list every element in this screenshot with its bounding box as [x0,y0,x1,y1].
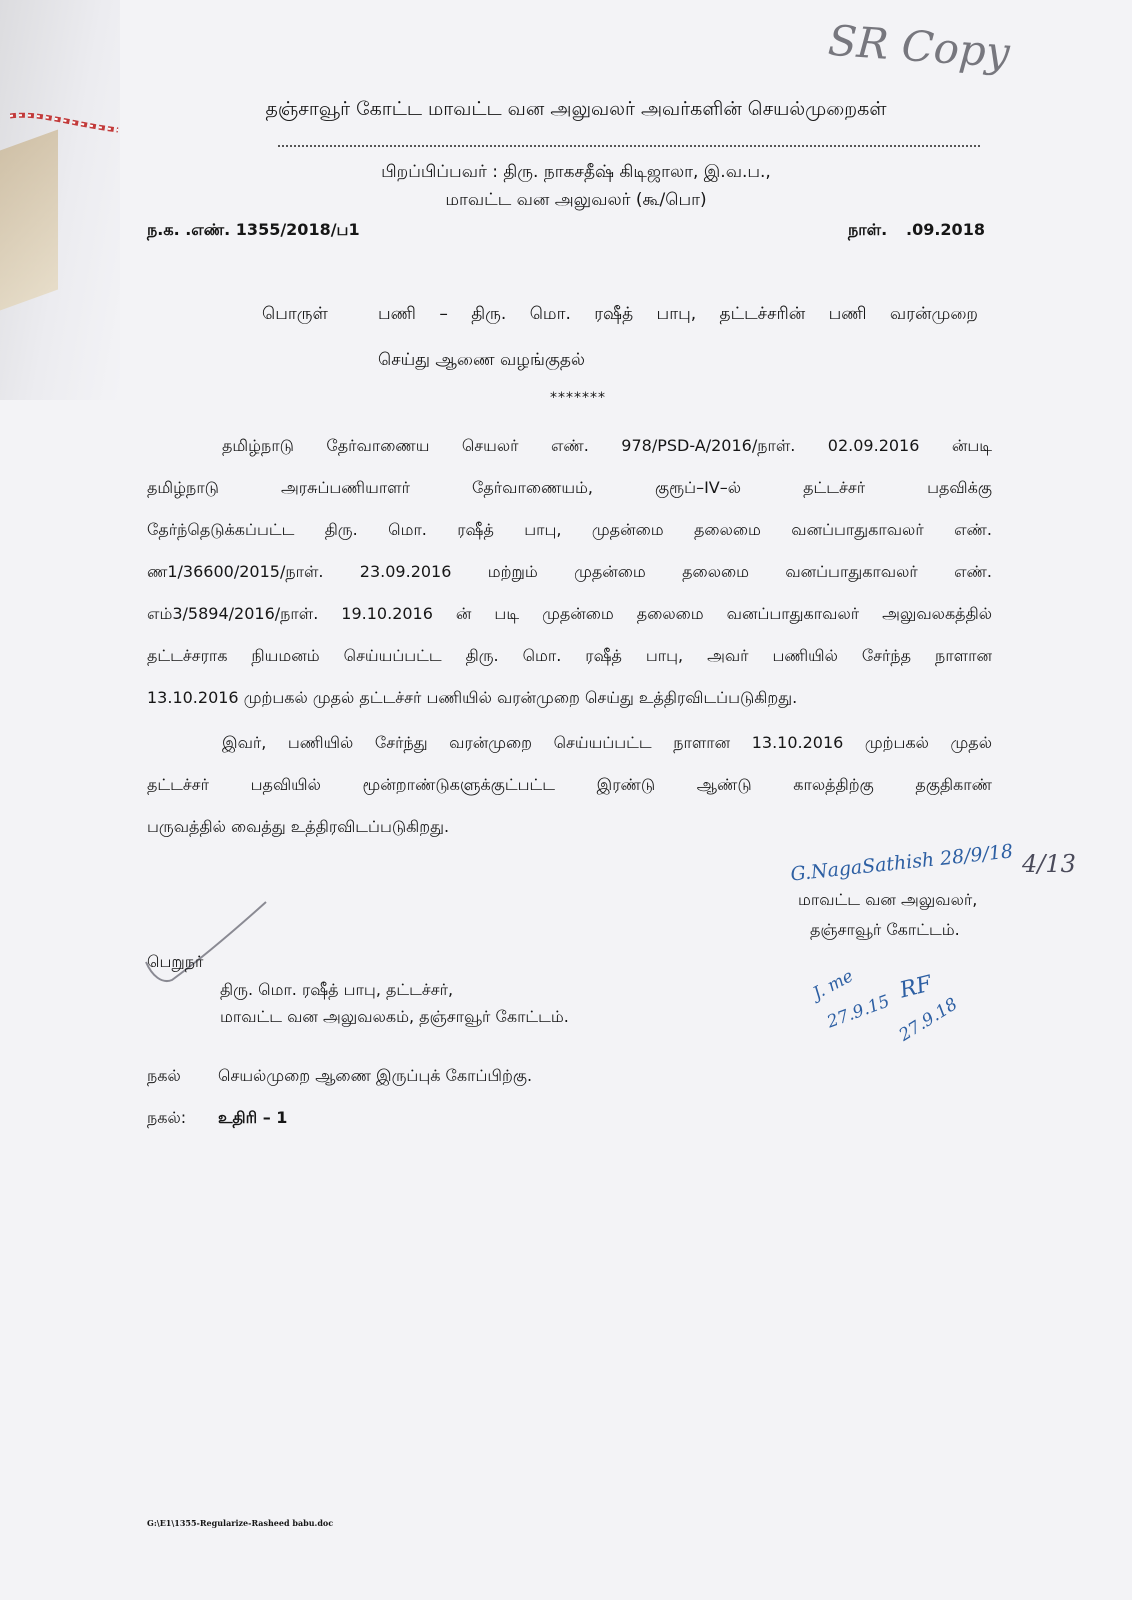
date-value: .09.2018 [906,220,985,239]
handwritten-note: SR Copy [826,15,1012,78]
issuer-line-2: மாவட்ட வன அலுவலர் (கூ/பொ) [445,190,707,210]
copy-label: நகல்: [147,1108,187,1127]
copy-text: செயல்முறை ஆணை இருப்புக் கோப்பிற்கு. [218,1066,533,1085]
handwritten-mark: 4/13 [1022,850,1076,878]
handwritten-signature: G.NagaSathish 28/9/18 [789,840,1015,886]
stamp-note-date-2: 27.9.18 [895,994,962,1046]
body-line: தேர்ந்தெடுக்கப்பட்ட திரு. மொ. ரஷீத் பாபு, முதன்மை தலைமை வனப்பாதுகாவலர் எண். [147,520,992,539]
file-tag-strip [0,129,58,310]
file-path: G:\E1\1355-Regularize-Rasheed babu.doc [147,1518,334,1528]
subject-label: பொருள் [262,304,328,324]
subject-separator: ******* [550,390,606,406]
stamp-note-date-1: 27.9.15 [824,991,893,1033]
title-divider [278,145,980,147]
copy-label: நகல் [147,1066,181,1085]
body-line: தமிழ்நாடு தேர்வாணைய செயலர் எண். 978/PSD-A/2016/நாள். 02.09.2016 ன்படி [222,436,992,455]
subject-line-2: செய்து ஆணை வழங்குதல் [378,350,586,370]
body-line: எம்3/5894/2016/நாள். 19.10.2016 ன் படி முதன்மை தலைமை வனப்பாதுகாவலர் அலுவலகத்தில் [147,604,992,623]
body-line: ண1/36600/2015/நாள். 23.09.2016 மற்றும் முதன்மை தலைமை வனப்பாதுகாவலர் எண். [147,562,992,581]
body-line: தட்டச்சராக நியமனம் செய்யப்பட்ட திரு. மொ. ரஷீத் பாபு, அவர் பணியில் சேர்ந்த நாளான [147,646,992,665]
signatory-office: தஞ்சாவூர் கோட்டம். [810,920,960,939]
subject-line-1: பணி – திரு. மொ. ரஷீத் பாபு, தட்டச்சரின் பணி வரன்முறை [378,304,978,324]
pencil-check-mark [142,898,272,990]
body-line: 13.10.2016 முற்பகல் முதல் தட்டச்சர் பணியில் வரன்முறை செய்து உத்திரவிடப்படுகிறது. [147,688,798,707]
reference-number: ந.க. .எண். 1355/2018/ப1 [147,220,360,239]
issuer-line-1: பிறப்பிப்பவர் : திரு. நாகசதீஷ் கிடிஜாலா, இ.வ.ப., [381,162,771,182]
signatory-designation: மாவட்ட வன அலுவலர், [798,890,978,909]
document-title: தஞ்சாவூர் கோட்ட மாவட்ட வன அலுவலர் அவர்களின் செயல்முறைகள் [265,98,887,120]
copy-text: உதிரி – 1 [218,1108,288,1127]
recipient-line-1: திரு. மொ. ரஷீத் பாபு, தட்டச்சர், [220,980,454,999]
recipient-line-2: மாவட்ட வன அலுவலகம், தஞ்சாவூர் கோட்டம். [220,1007,569,1026]
stamp-note-initials: J. me [809,966,857,1004]
body-line: தட்டச்சர் பதவியில் மூன்றாண்டுகளுக்குட்பட்ட இரண்டு ஆண்டு காலத்திற்கு தகுதிகாண் [147,775,992,794]
body-line: பருவத்தில் வைத்து உத்திரவிடப்படுகிறது. [147,817,450,836]
body-line: தமிழ்நாடு அரசுப்பணியாளர் தேர்வாணையம், குரூப்–IV–ல் தட்டச்சர் பதவிக்கு [147,478,992,497]
body-line: இவர், பணியில் சேர்ந்து வரன்முறை செய்யப்பட்ட நாளான 13.10.2016 முற்பகல் முதல் [222,733,992,752]
recipient-label: பெறுநர் [147,952,204,971]
stamp-note-mark: RF [897,971,935,1004]
date-label: நாள். [848,220,888,239]
